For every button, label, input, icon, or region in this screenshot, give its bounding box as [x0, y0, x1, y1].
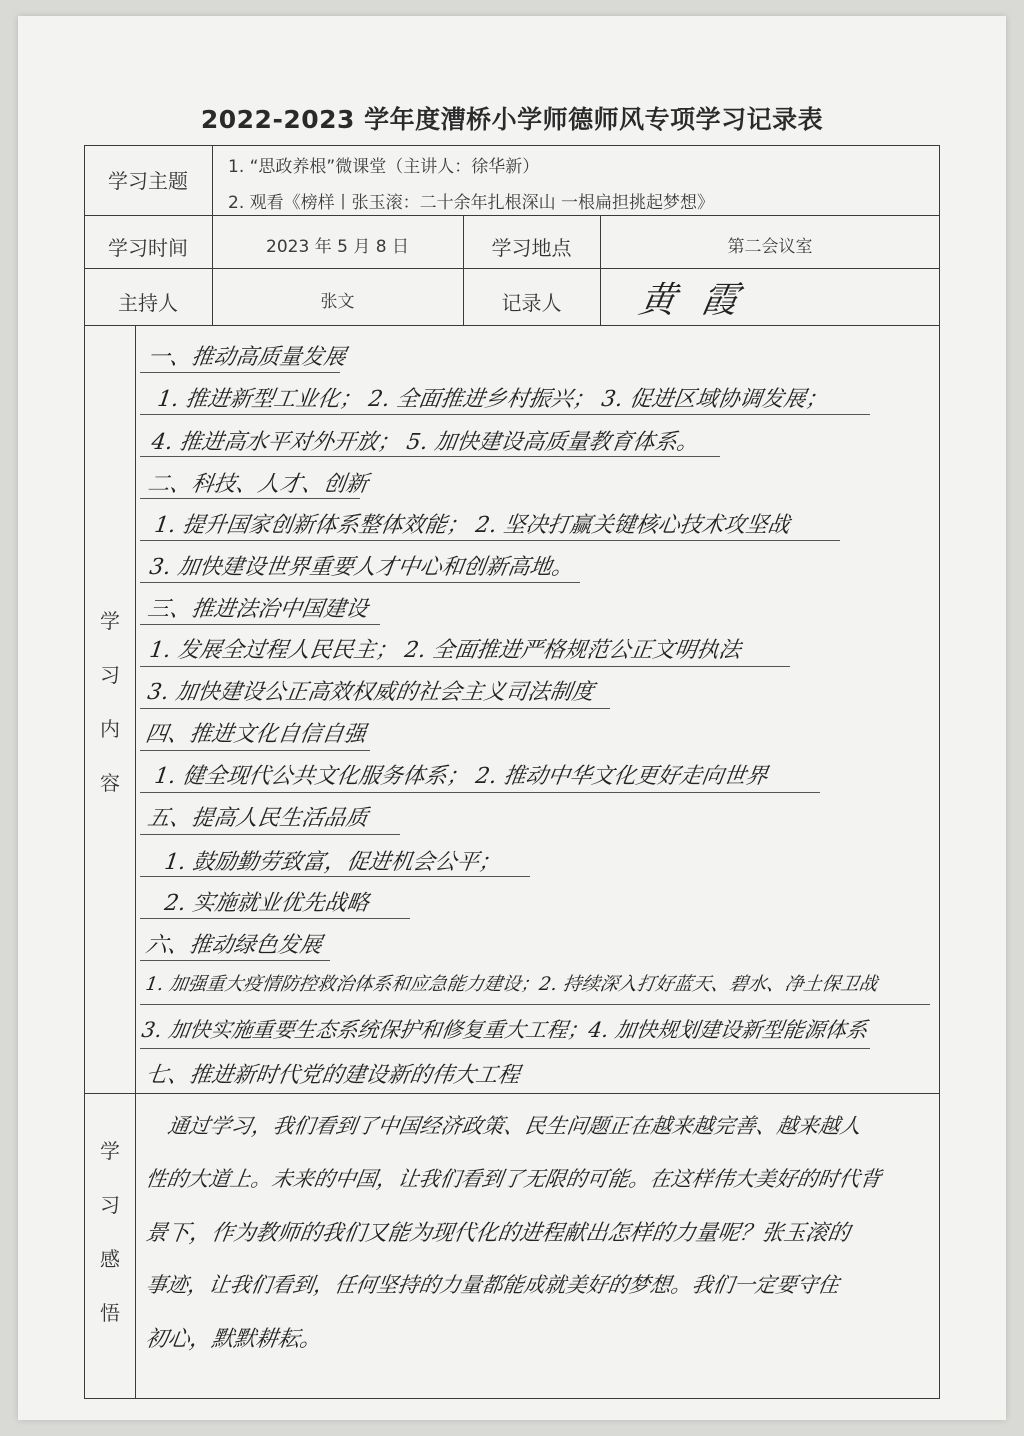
- content-ruled-line: [140, 540, 840, 541]
- row-divider-content: [84, 1093, 940, 1094]
- content-ruled-line: [140, 456, 720, 457]
- content-ruled-line: [140, 666, 790, 667]
- content-ruled-line: [140, 792, 820, 793]
- content-ruled-line: [140, 960, 330, 961]
- content-line: 2. 实施就业优先战略: [162, 891, 371, 916]
- content-ruled-line: [140, 624, 380, 625]
- content-line: 七、推进新时代党的建设新的伟大工程: [143, 1063, 522, 1088]
- content-section-label: [90, 605, 130, 821]
- reflection-line: 初心，默默耕耘。: [143, 1327, 324, 1352]
- reflection-label-char: 学: [100, 1139, 120, 1163]
- content-label-char: 习: [100, 663, 120, 687]
- place-value: 第二会议室: [727, 237, 813, 257]
- theme-label: 学习主题: [108, 169, 188, 193]
- content-line: 4. 推进高水平对外开放； 5. 加快建设高质量教育体系。: [149, 430, 701, 455]
- content-line: 1. 健全现代公共文化服务体系； 2. 推动中华文化更好走向世界: [152, 764, 770, 789]
- content-line: 3. 加快建设公正高效权威的社会主义司法制度: [145, 680, 596, 705]
- content-ruled-line: [140, 876, 530, 877]
- place-label: 学习地点: [491, 236, 572, 260]
- content-label-char: 学: [100, 609, 120, 633]
- content-line: 3. 加快实施重要生态系统保护和修复重大工程；4. 加快规划建设新型能源体系: [140, 1018, 869, 1042]
- content-ruled-line: [140, 708, 610, 709]
- content-ruled-line: [140, 1004, 930, 1005]
- content-line: 三、推进法治中国建设: [145, 597, 370, 622]
- theme-line-1: 1. “思政养根”微课堂（主讲人：徐华新）: [228, 157, 540, 177]
- time-value: 2023 年 5 月 8 日: [266, 237, 409, 257]
- reflection-label-char: 感: [100, 1247, 120, 1271]
- host-label: 主持人: [118, 291, 178, 315]
- content-line: 二、科技、人才、创新: [145, 472, 370, 497]
- content-label-char: 容: [100, 771, 120, 795]
- content-line: 1. 推进新型工业化； 2. 全面推进乡村振兴； 3. 促进区域协调发展；: [155, 387, 830, 412]
- content-line: 1. 加强重大疫情防控救治体系和应急能力建设；2. 持续深入打好蓝天、碧水、净土保卫战: [144, 974, 879, 995]
- col-divider-vertical-label: [135, 325, 136, 1399]
- time-label: 学习时间: [108, 236, 188, 260]
- content-line: 一、推动高质量发展: [145, 345, 348, 370]
- content-line: 1. 发展全过程人民民主； 2. 全面推进严格规范公正文明执法: [147, 638, 743, 663]
- reflection-line: 性的大道上。未来的中国，让我们看到了无限的可能。在这样伟大美好的时代背: [144, 1167, 883, 1191]
- theme-line-2: 2. 观看《榜样丨张玉滚：二十余年扎根深山 一根扁担挑起梦想》: [228, 193, 715, 213]
- recorder-label: 记录人: [501, 291, 562, 315]
- recorder-signature: 黄霞: [635, 280, 768, 321]
- content-ruled-line: [140, 1048, 870, 1049]
- content-ruled-line: [140, 750, 370, 751]
- content-line: 3. 加快建设世界重要人才中心和创新高地。: [147, 555, 576, 580]
- content-line: 四、推进文化自信自强: [143, 722, 368, 747]
- reflection-label-char: 悟: [100, 1301, 120, 1325]
- content-ruled-line: [140, 372, 340, 373]
- content-line: 六、推动绿色发展: [143, 933, 324, 958]
- content-ruled-line: [140, 834, 400, 835]
- reflection-label-char: 习: [100, 1193, 120, 1217]
- content-ruled-line: [140, 498, 360, 499]
- content-line: 1. 鼓励勤劳致富，促进机会公平；: [162, 850, 503, 875]
- reflection-line: 通过学习，我们看到了中国经济政策、民生问题正在越来越完善、越来越人: [166, 1114, 863, 1138]
- host-value: 张文: [320, 292, 355, 312]
- content-ruled-line: [140, 582, 580, 583]
- content-ruled-line: [140, 918, 410, 919]
- page-title: 2022-2023 学年度漕桥小学师德师风专项学习记录表: [200, 105, 824, 134]
- content-line: 1. 提升国家创新体系整体效能； 2. 坚决打赢关键核心技术攻坚战: [152, 513, 792, 538]
- reflection-section-label: [90, 1135, 130, 1351]
- reflection-line: 景下，作为教师的我们又能为现代化的进程献出怎样的力量呢？张玉滚的: [143, 1221, 852, 1246]
- content-ruled-line: [140, 414, 870, 415]
- content-line: 五、提高人民生活品质: [145, 806, 370, 831]
- row-divider-host: [84, 325, 940, 326]
- reflection-line: 事迹，让我们看到，任何坚持的力量都能成就美好的梦想。我们一定要守住: [144, 1273, 841, 1297]
- content-label-char: 内: [100, 717, 120, 741]
